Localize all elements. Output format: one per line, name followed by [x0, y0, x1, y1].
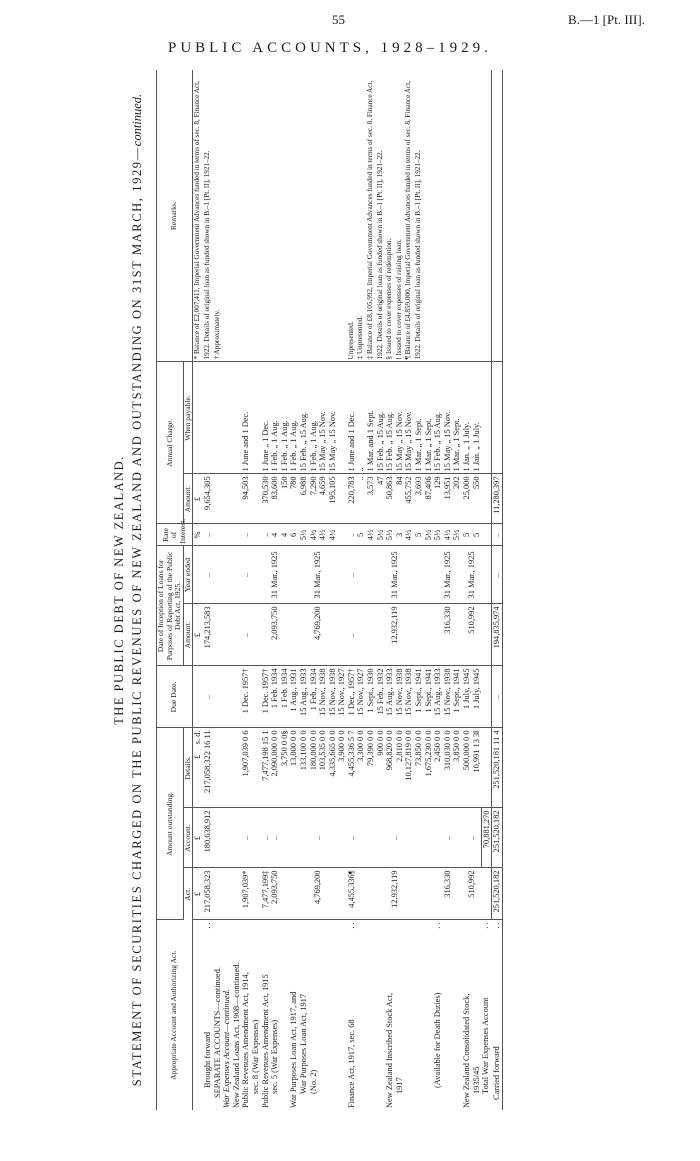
unit-pound: £	[193, 808, 203, 868]
col-annual-charge: Annual Charge.	[157, 362, 184, 524]
war-expenses-heading: War Expenses Account—continued.	[222, 989, 232, 1108]
col-rate: Rate of Interest.	[157, 524, 193, 546]
col-inception-year: Year ended	[183, 546, 193, 604]
table-body	[193, 70, 503, 1110]
table-row: Public Revenues Amendment Act, 1914, sec. 8 (War Expenses) 1,907,039* .. 1,907,039 0 6 1 Dec. 1957† .. .. .. 94,503 1 June and 1 Dec.	[241, 70, 260, 1110]
remark-6: § Issued to cover expenses of redemption.	[385, 238, 394, 360]
remark-1: * Balance of £2,007,411, Imperial Government Advances funded in terms of sec. 8, Finance Act, 1922. Details of original loan as funded shown in B.–1 [Pt. II], 1921–22.	[193, 81, 211, 360]
page-reference: B.—1 [Pt. III].	[568, 12, 645, 27]
col-amount-outstanding: Amount outstanding.	[157, 728, 184, 920]
table-row: Carried forward . . 251,520,182 251,520,182 251,520,181 11 4 .. 194,835,974 .. .. 11,280,397	[492, 70, 503, 1110]
table-row: Public Revenues Amendment Act, 1915 sec. 5 (War Expenses) 7,477,199‡ 2,093,750 .. .. 7,477,198 15 1 2,090,000 0 0 3,750 0 0§ 1 Dec. 1957† 1 Feb. 1934 1 Feb. 1934 2,093,750 31 Mar., 1925 .. 4 4 370,530 83,600 150 1 June „ 1 Dec. 1 Feb. „ 1 Aug. 1 Feb. „ 1 Aug.	[261, 70, 290, 1110]
table-row: New Zealand Consolidated Stock, 1935/45 510,992 .. 500,000 0 0 10,991 13 3‖ 1 July, 1945 1 July, 1945 510,992 31 Mar., 1925 5 5 25,000 550 1 Jan. „ 1 July. 1 Jan. „ 1 July.	[462, 70, 481, 1110]
unit-percent: %	[193, 524, 203, 546]
row-label: Brought forward . .	[202, 922, 212, 1088]
page-heading: PUBLIC ACCOUNTS, 1928–1929.	[168, 40, 492, 56]
units-row	[193, 70, 203, 1110]
subtitle-main: STATEMENT OF SECURITIES CHARGED ON THE PUBLIC REVENUES OF NEW ZEALAND AND OUTSTANDING ON 31ST MARCH, 1929—	[130, 146, 144, 1087]
remark-5: ‡ Balance of £8,105,992, Imperial Government Advances funded in terms of sec. 8, Finance Act, 1922. Details of original loan as funded shown in B.–1 [Pt. II], 1921–22.	[366, 80, 384, 360]
table-row: (Available for Death Duties) . . 316,330 .. 2,450 0 0 310,030 0 0 3,850 0 0 15 Aug., 1933 15 Nov., 1938 1 Sept., 1941 316,330 31 Mar., 1925 5½ 4½ 5½ 129 13,951 202 15 Feb. „ 15 Aug. 15 May „ 15 Nov. 1 Mar. „ 1 Sept.	[433, 70, 462, 1110]
col-account: Account.	[183, 808, 193, 868]
unit-pound: £	[193, 474, 203, 524]
col-appropriate-account: Appropriate Account and Authorizing Act.	[157, 920, 193, 1110]
col-charge-amount: Amount.	[183, 474, 193, 524]
unit-pound: £	[193, 868, 203, 920]
nz-loans-act-heading: New Zealand Loans Act, 1908—continued.	[231, 962, 241, 1108]
table-header	[157, 70, 193, 1110]
table-row: New Zealand Inscribed Stock Act, 1917 12,932,119 .. 3,300 0 0 79,390 0 0 900 0 0 968,820 0 0 2,810 0 0 10,127,819 0 0 73,850 0 0 1,675,230 0 0 15 Nov., 1927 1 Sept., 1930 15 Feb., 1932 15 Aug., 1933 15 Nov., 1938 15 Nov., 1938 1 Sept., 1941 1 Sept., 1941 12,932,119 31 Mar., 1925 5 4½ 5½ 5½ 3 4½ 5 5½ .. 3,573 47 50,863 84 455,752 3,693 87,406 .. 1 Mar. and 1 Sept. 15 Feb. „ 15 Aug. 15 Feb. „ 15 Aug. 15 May „ 15 Nov. 15 May „ 15 Nov. 1 Mar. „ 1 Sept. 1 Mar. „ 1 Sept. ‡ Unpresented. ‡ Balance of £8,105,992, Imperial Government Advances funded in terms of sec. 8, Finance Act, 1922. Details of original loan as funded shown in B.–1 [Pt. II], 1921–22. § Issued to cover expenses of redemption. ‖ Issued to cover expenses of raising loan. ¶ Balance of £4,859,000, Imperial Government Advances funded in terms of sec. 8, Finance Act, 1922. Details of original loan as funded shown in B.–1 [Pt. II], 1921–22.	[356, 70, 433, 1110]
col-when-payable: When payable.	[183, 362, 193, 474]
table-row: Total War Expenses Account . . 70,881,270	[481, 70, 492, 1110]
remark-3: Unpresented.	[346, 321, 355, 360]
page-number: 55	[332, 12, 345, 27]
col-act: Act.	[183, 868, 193, 920]
table-row: War Purposes Loan Act, 1917, and War Purposes Loan Act, 1917 (No. 2) 4,769,200 .. 13,000 0 0 133,100 0 0 180,000 0 0 103,535 0 0 4,335,665 0 0 3,900 0 0 1 Aug., 1931 15 Aug., 1933 1 Feb., 1934 15 Nov., 1938 15 Nov., 1938 15 Nov., 1927 4,769,200 31 Mar., 1925 6 5½ 4½ 4½ 4½ 780 6,988 7,290 4,659 195,105 1 Feb. „ 1 Aug. 15 Feb. „ 15 Aug. 1 Feb. „ 1 Aug. 15 May „ 15 Nov. 15 May „ 15 Nov.	[289, 70, 347, 1110]
col-remarks: Remarks.	[157, 70, 193, 362]
remark-2: † Approximately.	[212, 309, 221, 360]
separate-accounts-heading: SEPARATE ACCOUNTS—continued.	[212, 967, 222, 1098]
remark-cell	[193, 70, 347, 362]
table-row: Finance Act, 1917, sec. 68 . . 4,455,336¶ .. 4,455,336 5 7 1 Dec., 1957† .. .. .. 220,783 1 June and 1 Dec. Unpresented.	[347, 70, 357, 1110]
debt-statement-table	[156, 70, 503, 1110]
col-due-date: Due Date.	[157, 666, 193, 728]
remark-4: ‡ Unpresented.	[356, 315, 365, 360]
table-title: THE PUBLIC DEBT OF NEW ZEALAND.	[112, 455, 126, 725]
col-inception-group: Date of Inception of Loans for Purposes of Reporting of the Public Debt Act, 1925.	[157, 546, 184, 666]
unit-pound: £	[193, 604, 203, 666]
table-row: Brought forward . . 217,058,323 180,638,912 217,058,322 16 11 .. 174,213,583 .. .. 9,654,305	[203, 70, 213, 1110]
remark-8: ¶ Balance of £4,859,000, Imperial Government Advances funded in terms of sec. 8, Finance Act, 1922. Details of original loan as funded shown in B.–1 [Pt. II], 1921–22.	[404, 81, 423, 360]
remark-7: ‖ Issued to cover expenses of raising loan.	[394, 239, 403, 360]
rotated-sheet	[112, 70, 687, 1110]
col-details: Details.	[183, 728, 193, 808]
unit-details: £ s. d.	[193, 728, 203, 808]
col-inception-amount: Amount.	[183, 604, 193, 666]
table-subtitle	[130, 70, 145, 1110]
subtitle-continued: continued.	[130, 93, 144, 147]
